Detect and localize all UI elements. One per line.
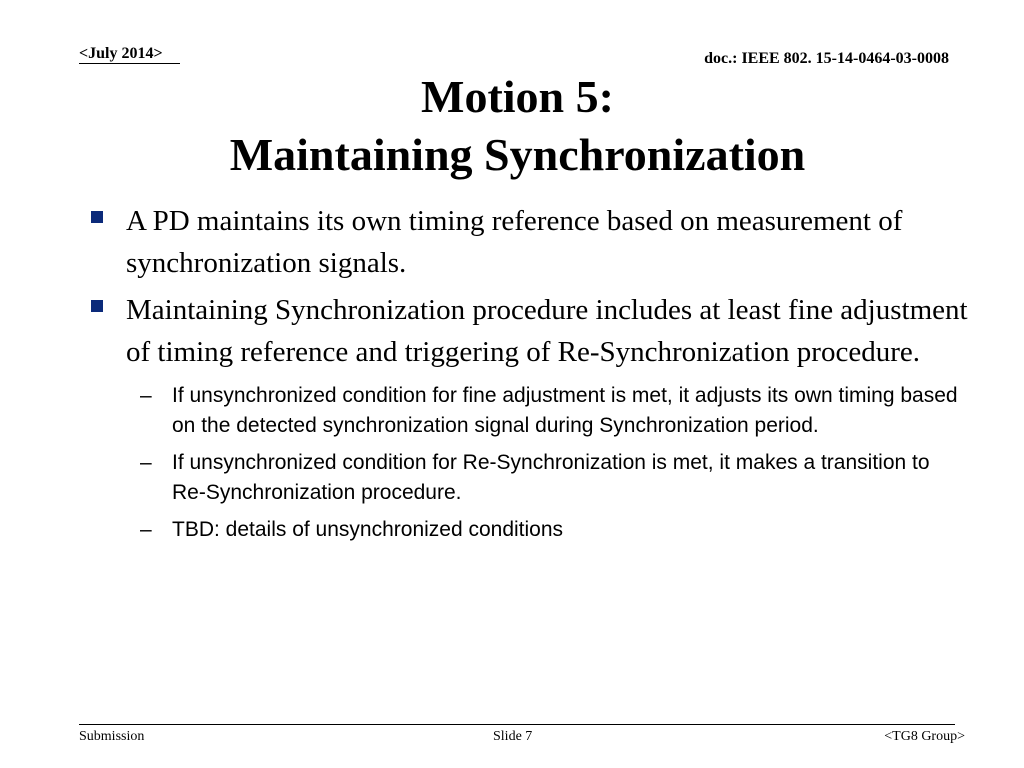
- sub-bullet-text: If unsynchronized condition for Re-Synchronization is met, it makes a transition to Re-Synchronization procedure.: [172, 451, 930, 504]
- slide-body: [88, 200, 968, 552]
- bullet-item: [88, 200, 968, 284]
- slide-title-line-2: Maintaining Synchronization: [229, 129, 806, 180]
- sub-bullet-item: [88, 515, 968, 545]
- sub-bullet-text: If unsynchronized condition for fine adjustment is met, it adjusts its own timing based on the detected synchronization signal during Synchronization period.: [172, 384, 958, 437]
- bullet-text: Maintaining Synchronization procedure includes at least fine adjustment of timing reference and triggering of Re-Synchronization procedure.: [126, 294, 968, 368]
- footer-divider: [79, 724, 955, 725]
- footer-submission: Submission: [79, 729, 145, 744]
- sub-bullet-text: TBD: details of unsynchronized conditions: [172, 518, 564, 541]
- sub-bullet-item: [88, 381, 968, 441]
- slide-title: [60, 68, 975, 184]
- dash-bullet-icon: –: [140, 518, 152, 541]
- header-date: <July 2014>: [79, 45, 163, 62]
- dash-bullet-icon: –: [140, 384, 152, 407]
- dash-bullet-icon: –: [140, 451, 152, 474]
- bullet-text: A PD maintains its own timing reference based on measurement of synchronization signals.: [126, 205, 903, 279]
- slide-title-line-1: Motion 5:: [421, 71, 614, 122]
- sub-bullet-item: [88, 448, 968, 508]
- square-bullet-icon: [91, 211, 103, 223]
- footer-slide-number: Slide 7: [493, 729, 533, 744]
- footer-group: <TG8 Group>: [884, 729, 965, 744]
- bullet-item: [88, 289, 968, 373]
- square-bullet-icon: [91, 300, 103, 312]
- header-date-underline: [79, 63, 180, 64]
- header-doc-id: doc.: IEEE 802. 15-14-0464-03-0008: [704, 50, 949, 67]
